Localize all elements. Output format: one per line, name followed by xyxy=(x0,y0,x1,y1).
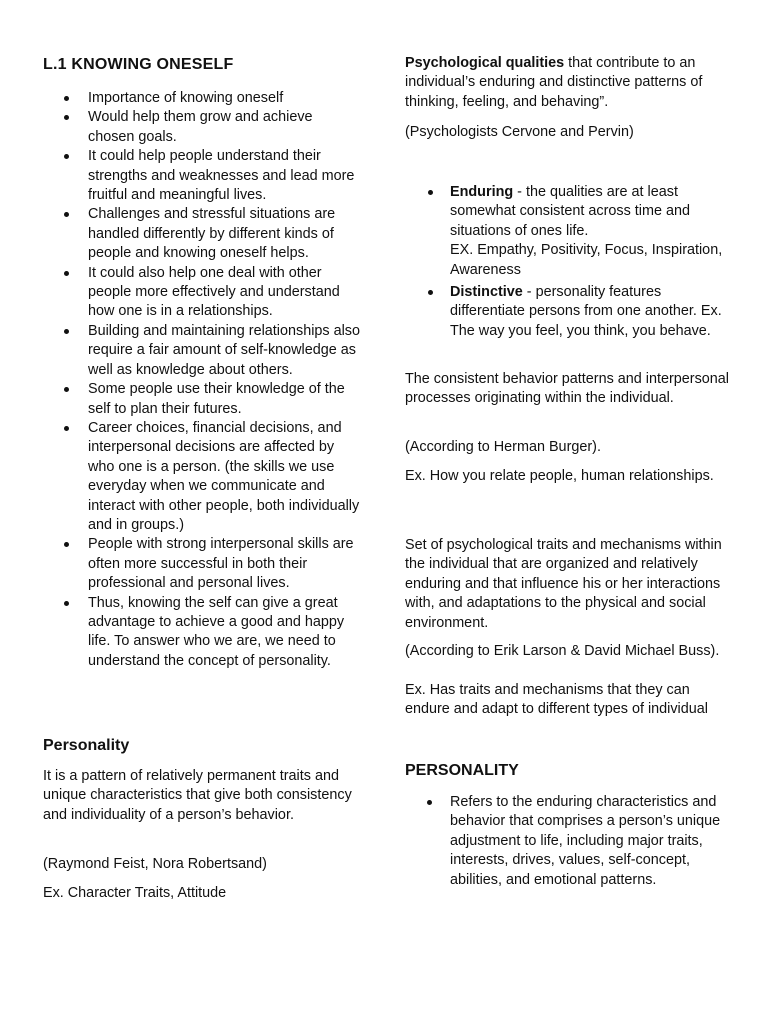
personality-heading-caps: PERSONALITY xyxy=(405,762,519,779)
definition-distinctive: - personality features differentiate persons from one another. Ex. The way you feel, you think, you behave. xyxy=(450,284,722,339)
knowing-oneself-list xyxy=(43,89,361,671)
list-item: Challenges and stressful situations are handled differently by different kinds of people and knowing oneself helps. xyxy=(43,205,361,263)
list-item-distinctive xyxy=(405,283,730,341)
list-item: Would help them grow and achieve chosen goals. xyxy=(43,108,361,147)
list-item: It could help people understand their strengths and weaknesses and lead more fruitful and meaningful lives. xyxy=(43,147,361,205)
example-enduring: EX. Empathy, Positivity, Focus, Inspiration, Awareness xyxy=(450,242,723,278)
list-item: Building and maintaining relationships also require a fair amount of self-knowledge as well as knowledge about others. xyxy=(43,322,361,380)
personality-source: (Raymond Feist, Nora Robertsand) xyxy=(43,856,267,872)
personality-subheading: Personality xyxy=(43,737,130,754)
list-item: People with strong interpersonal skills are often more successful in both their professional and personal lives. xyxy=(43,535,361,593)
term-enduring: Enduring xyxy=(450,184,514,200)
list-item: Some people use their knowledge of the self to plan their futures. xyxy=(43,380,361,419)
burger-example: Ex. How you relate people, human relationships. xyxy=(405,468,714,484)
intro-bold-term: Psychological qualities xyxy=(405,55,565,71)
larsen-definition: Set of psychological traits and mechanisms within the individual that are organized and relatively enduring and that influence his or her interactions with, and adaptations to the physical and social environment. xyxy=(405,537,722,631)
section-heading: L.1 KNOWING ONESELF xyxy=(43,56,234,73)
burger-definition: The consistent behavior patterns and interpersonal processes originating within the individual. xyxy=(405,371,729,407)
intro-source: (Psychologists Cervone and Pervin) xyxy=(405,124,634,140)
personality-definition: It is a pattern of relatively permanent traits and unique characteristics that give both consistency and individuality of a person’s behavior. xyxy=(43,768,352,823)
term-distinctive: Distinctive xyxy=(450,284,523,301)
intro-text: that contribute to an individual’s enduring and distinctive patterns of thinking, feeling, and behaving”. xyxy=(405,55,703,110)
list-item: Career choices, financial decisions, and interpersonal decisions are affected by who one is a person. (the skills we use everyday when we communicate and interact with other people, both individually and in groups.) xyxy=(43,419,361,535)
personality-example: Ex. Character Traits, Attitude xyxy=(43,885,227,901)
list-item-enduring xyxy=(405,183,730,280)
larsen-source: (According to Erik Larson & David Michael Buss). xyxy=(405,643,720,659)
larsen-example: Ex. Has traits and mechanisms that they can endure and adapt to different types of individual xyxy=(405,682,708,718)
list-item: Refers to the enduring characteristics and behavior that comprises a person’s unique adjustment to life, including major traits, interests, drives, values, self-concept, abilities, and emotional patterns. xyxy=(405,793,730,890)
list-item: Thus, knowing the self can give a great advantage to achieve a good and happy life. To answer who we are, we need to understand the concept of personality. xyxy=(43,594,361,672)
qualities-list xyxy=(405,183,730,341)
burger-source: (According to Herman Burger). xyxy=(405,439,601,455)
personality-list xyxy=(405,793,730,890)
definition-enduring: - the qualities are at least somewhat consistent across time and situations of ones life. xyxy=(450,184,690,239)
psychological-qualities-intro xyxy=(405,54,730,112)
list-item: It could also help one deal with other people more effectively and understand how one is in a relationships. xyxy=(43,264,361,322)
list-item: Importance of knowing oneself xyxy=(43,89,361,108)
